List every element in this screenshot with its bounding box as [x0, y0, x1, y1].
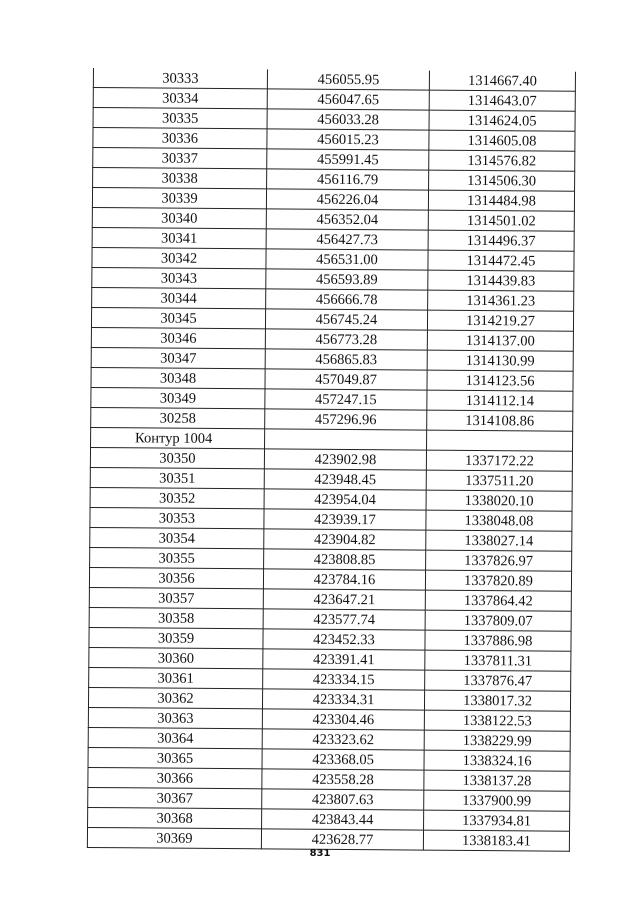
y-coordinate-cell: 1337826.97 [426, 550, 572, 571]
point-number-cell: 30360 [89, 647, 263, 668]
point-number-cell: 30341 [92, 227, 266, 248]
point-number-cell: 30347 [91, 347, 265, 368]
point-number-cell: 30346 [91, 327, 265, 348]
point-number-cell: 30349 [91, 387, 265, 408]
page-number: 831 [309, 848, 331, 859]
x-coordinate-cell: 423902.98 [264, 449, 426, 470]
x-coordinate-cell: 456593.89 [266, 269, 428, 290]
x-coordinate-cell: 456666.78 [266, 289, 428, 310]
coordinates-table [87, 68, 576, 852]
y-coordinate-cell: 1314472.45 [428, 250, 574, 271]
point-number-cell: 30258 [91, 407, 265, 428]
x-coordinate-cell: 423577.74 [263, 609, 425, 630]
x-coordinate-cell: 423904.82 [264, 529, 426, 550]
y-coordinate-cell: 1338324.16 [424, 750, 570, 771]
y-coordinate-cell: 1314496.37 [428, 230, 574, 251]
point-number-cell: 30362 [88, 687, 262, 708]
x-coordinate-cell: 456226.04 [266, 189, 428, 210]
y-coordinate-cell: 1314439.83 [428, 270, 574, 291]
point-number-cell: 30355 [90, 547, 264, 568]
x-coordinate-cell: 423323.62 [262, 729, 424, 750]
empty-cell [427, 430, 573, 451]
section-label: Контур 1004 [91, 427, 265, 448]
y-coordinate-cell: 1314219.27 [427, 310, 573, 331]
point-number-cell: 30339 [92, 188, 266, 209]
x-coordinate-cell: 423628.77 [261, 829, 423, 850]
y-coordinate-cell: 1314361.23 [428, 290, 574, 311]
y-coordinate-cell: 1314130.99 [427, 350, 573, 371]
y-coordinate-cell: 1314108.86 [427, 410, 573, 431]
x-coordinate-cell: 423558.28 [262, 769, 424, 790]
point-number-cell: 30342 [92, 247, 266, 268]
x-coordinate-cell: 423808.85 [264, 549, 426, 570]
x-coordinate-cell: 456015.23 [267, 129, 429, 150]
y-coordinate-cell: 1338027.14 [426, 530, 572, 551]
x-coordinate-cell: 423452.33 [263, 629, 425, 650]
x-coordinate-cell: 423391.41 [263, 649, 425, 670]
x-coordinate-cell: 423843.44 [262, 809, 424, 830]
y-coordinate-cell: 1314137.00 [427, 330, 573, 351]
y-coordinate-cell: 1314576.82 [429, 150, 575, 171]
x-coordinate-cell: 457296.96 [265, 409, 427, 430]
point-number-cell: 30336 [93, 128, 267, 149]
coordinates-table-body [87, 68, 575, 851]
y-coordinate-cell: 1314484.98 [428, 190, 574, 211]
x-coordinate-cell: 456865.83 [265, 349, 427, 370]
y-coordinate-cell: 1314643.07 [429, 90, 575, 111]
point-number-cell: 30351 [90, 467, 264, 488]
point-number-cell: 30364 [88, 727, 262, 748]
y-coordinate-cell: 1338183.41 [423, 830, 569, 851]
y-coordinate-cell: 1314112.14 [427, 390, 573, 411]
y-coordinate-cell: 1314605.08 [429, 130, 575, 151]
point-number-cell: 30361 [89, 667, 263, 688]
point-number-cell: 30368 [88, 807, 262, 828]
x-coordinate-cell: 456745.24 [265, 309, 427, 330]
x-coordinate-cell: 456116.79 [267, 169, 429, 190]
x-coordinate-cell: 423954.04 [264, 489, 426, 510]
point-number-cell: 30350 [90, 447, 264, 468]
point-number-cell: 30365 [88, 747, 262, 768]
x-coordinate-cell: 456033.28 [267, 109, 429, 130]
x-coordinate-cell: 423784.16 [263, 569, 425, 590]
point-number-cell: 30337 [93, 148, 267, 169]
point-number-cell: 30366 [88, 767, 262, 788]
point-number-cell: 30335 [93, 108, 267, 129]
x-coordinate-cell: 456531.00 [266, 249, 428, 270]
x-coordinate-cell: 455991.45 [267, 149, 429, 170]
x-coordinate-cell: 456047.65 [267, 89, 429, 110]
y-coordinate-cell: 1337811.31 [425, 650, 571, 671]
point-number-cell: 30345 [91, 307, 265, 328]
empty-cell [265, 429, 427, 450]
point-number-cell: 30358 [89, 607, 263, 628]
y-coordinate-cell: 1314667.40 [429, 71, 575, 92]
point-number-cell: 30363 [88, 707, 262, 728]
y-coordinate-cell: 1314501.02 [428, 210, 574, 231]
point-number-cell: 30348 [91, 367, 265, 388]
point-number-cell: 30354 [90, 527, 264, 548]
x-coordinate-cell: 456427.73 [266, 229, 428, 250]
y-coordinate-cell: 1314123.56 [427, 370, 573, 391]
x-coordinate-cell: 423807.63 [262, 789, 424, 810]
y-coordinate-cell: 1338048.08 [426, 510, 572, 531]
y-coordinate-cell: 1338020.10 [426, 490, 572, 511]
point-number-cell: 30369 [87, 827, 261, 848]
point-number-cell: 30343 [92, 267, 266, 288]
y-coordinate-cell: 1337172.22 [426, 450, 572, 471]
x-coordinate-cell: 456773.28 [265, 329, 427, 350]
y-coordinate-cell: 1338017.32 [424, 690, 570, 711]
y-coordinate-cell: 1338137.28 [424, 770, 570, 791]
y-coordinate-cell: 1337511.20 [426, 470, 572, 491]
point-number-cell: 30353 [90, 507, 264, 528]
x-coordinate-cell: 423334.15 [263, 669, 425, 690]
y-coordinate-cell: 1314506.30 [429, 170, 575, 191]
point-number-cell: 30338 [93, 168, 267, 189]
y-coordinate-cell: 1337809.07 [425, 610, 571, 631]
x-coordinate-cell: 457049.87 [265, 369, 427, 390]
point-number-cell: 30367 [88, 787, 262, 808]
x-coordinate-cell: 456055.95 [267, 69, 429, 90]
y-coordinate-cell: 1314624.05 [429, 110, 575, 131]
y-coordinate-cell: 1338122.53 [424, 710, 570, 731]
x-coordinate-cell: 456352.04 [266, 209, 428, 230]
point-number-cell: 30340 [92, 207, 266, 228]
x-coordinate-cell: 423939.17 [264, 509, 426, 530]
point-number-cell: 30356 [89, 567, 263, 588]
x-coordinate-cell: 423334.31 [262, 689, 424, 710]
x-coordinate-cell: 457247.15 [265, 389, 427, 410]
x-coordinate-cell: 423647.21 [263, 589, 425, 610]
y-coordinate-cell: 1338229.99 [424, 730, 570, 751]
x-coordinate-cell: 423948.45 [264, 469, 426, 490]
y-coordinate-cell: 1337864.42 [425, 590, 571, 611]
y-coordinate-cell: 1337820.89 [425, 570, 571, 591]
point-number-cell: 30344 [92, 287, 266, 308]
y-coordinate-cell: 1337876.47 [425, 670, 571, 691]
x-coordinate-cell: 423304.46 [262, 709, 424, 730]
y-coordinate-cell: 1337934.81 [424, 810, 570, 831]
point-number-cell: 30359 [89, 627, 263, 648]
y-coordinate-cell: 1337886.98 [425, 630, 571, 651]
point-number-cell: 30333 [93, 68, 267, 89]
point-number-cell: 30352 [90, 487, 264, 508]
x-coordinate-cell: 423368.05 [262, 749, 424, 770]
y-coordinate-cell: 1337900.99 [424, 790, 570, 811]
point-number-cell: 30357 [89, 587, 263, 608]
point-number-cell: 30334 [93, 88, 267, 109]
